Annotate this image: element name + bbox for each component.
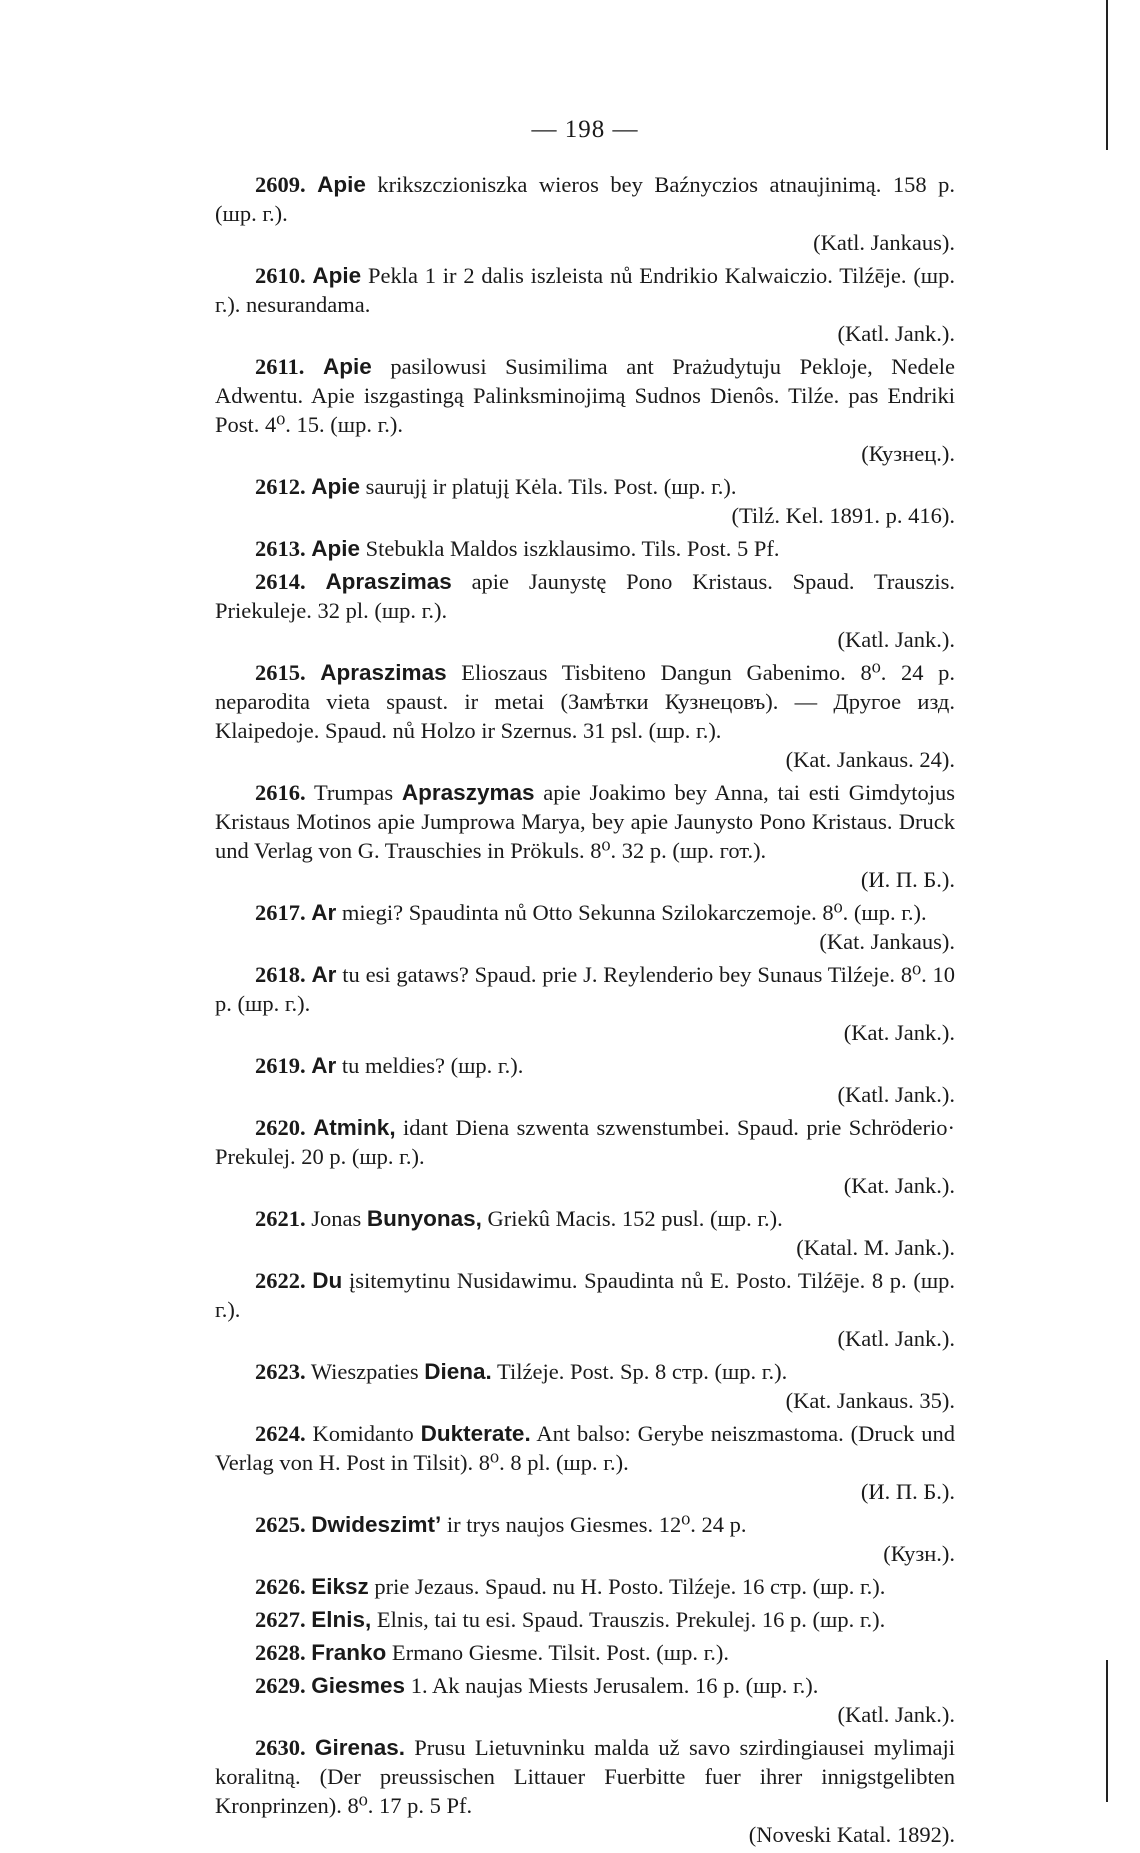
entry-text: saurujį ir platujį Kėla. Tils. Post. (шр. г.). <box>365 474 737 499</box>
bibliography-entry <box>215 1605 955 1634</box>
entry-keyword: Dwideszimt’ <box>311 1512 442 1537</box>
entry-number: 2619. <box>255 1053 306 1078</box>
bibliography-entry <box>215 472 955 530</box>
document-page <box>215 115 955 1853</box>
entry-number: 2612. <box>255 474 306 499</box>
bibliography-entry <box>215 261 955 348</box>
bibliography-entry <box>215 352 955 468</box>
entry-citation: (Katl. Jank.). <box>837 627 955 652</box>
entry-keyword: Apie <box>322 354 372 379</box>
entry-keyword: Du <box>312 1268 343 1293</box>
entry-citation: (Kat. Jankaus. 35). <box>785 1388 955 1413</box>
entry-keyword: Bunyonas, <box>366 1206 482 1231</box>
entry-keyword: Girenas. <box>314 1735 405 1760</box>
bibliography-entry <box>215 1204 955 1262</box>
entry-citation: (Kat. Jankaus). <box>819 929 955 954</box>
bibliography-entry <box>215 170 955 257</box>
entry-number: 2628. <box>255 1640 306 1665</box>
bibliography-entry <box>215 1638 955 1667</box>
entry-citation: (Katl. Jank.). <box>837 1082 955 1107</box>
entry-citation: (Кузнец.). <box>861 441 955 466</box>
entry-number: 2616. <box>255 780 306 805</box>
entry-text: 1. Ak naujas Miests Jerusalem. 16 p. (шр. г.). <box>410 1673 819 1698</box>
entry-citation: (Kat. Jankaus. 24). <box>785 747 955 772</box>
entry-keyword: Ar <box>311 1053 337 1078</box>
entry-text: Elioszaus Tisbiteno Dangun Gabenimo. 8⁰. 24 p. neparodita vieta spaust. ir metai (Замѣтки Кузнецовъ). — Другое изд. Klaipedoje. Spaud. nů Holzo ir Szernus. 31 psl. (шр. г.). <box>215 660 956 743</box>
bibliography-entry <box>215 960 955 1047</box>
bibliography-entry <box>215 1510 955 1568</box>
entry-prefix: Komidanto <box>312 1421 414 1446</box>
entry-citation: (Kat. Jank.). <box>843 1173 955 1198</box>
entry-number: 2621. <box>255 1206 306 1231</box>
entry-citation: (Tilź. Kel. 1891. p. 416). <box>731 503 955 528</box>
entry-keyword: Diena. <box>424 1359 492 1384</box>
entry-prefix: Jonas <box>311 1206 362 1231</box>
entry-keyword: Apie <box>312 263 362 288</box>
entry-keyword: Dukterate. <box>420 1421 531 1446</box>
bibliography-entry <box>215 658 955 774</box>
entry-citation: (Noveski Katal. 1892). <box>748 1822 955 1847</box>
entry-keyword: Elnis, <box>311 1607 372 1632</box>
entry-keyword: Apraszymas <box>401 780 535 805</box>
entry-text: tu meldies? (шр. г.). <box>341 1053 524 1078</box>
entry-text: apie Joakimo bey Anna, tai esti Gimdytojus Kristaus Motinos apie Jumprowa Marya, bey apie Jaunysto Pono Kristaus. Druck und Verlag von G. Trauschies in Prökuls. 8⁰. 32 p. (шр. гот.). <box>215 780 956 863</box>
entry-text: pasilowusi Susimilima ant Prażudytuju Pekloje, Nedele Adwentu. Apie iszgastingą Palinksminojimą Sudnos Dienôs. Tilźe. pas Endriki Post. 4⁰. 15. (шр. г.). <box>215 354 955 437</box>
bibliography-entry <box>215 1733 955 1849</box>
entry-text: Ant balso: Gerybe neiszmastoma. (Druck und Verlag von H. Post in Tilsit). 8⁰. 8 pl. (шр. г.). <box>215 1421 956 1475</box>
entry-text: Ermano Giesme. Tilsit. Post. (шр. г.). <box>391 1640 730 1665</box>
entry-number: 2624. <box>255 1421 306 1446</box>
entry-number: 2625. <box>255 1512 306 1537</box>
entry-citation: (Katl. Jank.). <box>837 1326 955 1351</box>
entry-text: Prusu Lietuvninku malda už savo szirdingiausei mylimaji koralitną. (Der preussischen Littauer Fuerbitte fuer ihrer innigstgelibten Kronprinzen). 8⁰. 17 p. 5 Pf. <box>215 1735 956 1818</box>
entry-keyword: Apie <box>311 474 361 499</box>
entry-keyword: Apie <box>317 172 366 197</box>
entry-number: 2614. <box>255 569 306 594</box>
entry-number: 2617. <box>255 900 306 925</box>
entry-keyword: Eiksz <box>311 1574 369 1599</box>
entry-number: 2627. <box>255 1607 306 1632</box>
entry-citation: (Katal. M. Jank.). <box>796 1235 955 1260</box>
entry-keyword: Ar <box>311 962 337 987</box>
entry-citation: (И. П. Б.). <box>860 867 955 892</box>
entry-number: 2609. <box>255 172 306 197</box>
entry-citation: (Kat. Jank.). <box>843 1020 955 1045</box>
entry-text: ir trys naujos Giesmes. 12⁰. 24 p. <box>446 1512 747 1537</box>
entry-text: krikszczioniszka wieros bey Baźnyczios atnaujinimą. 158 p. (шр. г.). <box>215 172 956 226</box>
entry-number: 2623. <box>255 1359 306 1384</box>
entry-citation: (Katl. Jankaus). <box>813 230 955 255</box>
entry-citation: (Katl. Jank.). <box>837 1702 955 1727</box>
page-number: — 198 — <box>531 116 639 143</box>
entry-text: Pekla 1 ir 2 dalis iszleista nů Endrikio Kalwaiczio. Tilźēje. (шр. г.). nesurandama. <box>215 263 956 317</box>
bibliography-entry <box>215 898 955 956</box>
bibliography-entry <box>215 1671 955 1729</box>
bibliography-entry <box>215 1357 955 1415</box>
bibliography-entry <box>215 1113 955 1200</box>
entry-number: 2610. <box>255 263 306 288</box>
entry-citation: (Katl. Jank.). <box>837 321 955 346</box>
entry-text: apie Jaunystę Pono Kristaus. Spaud. Trauszis. Priekuleje. 32 pl. (шр. г.). <box>215 569 955 623</box>
entry-prefix: Trumpas <box>313 780 394 805</box>
entry-citation: (Кузн.). <box>883 1541 955 1566</box>
entry-keyword: Giesmes <box>311 1673 406 1698</box>
entry-text: miegi? Spaudinta nů Otto Sekunna Szilokarczemoje. 8⁰. (шр. г.). <box>341 900 927 925</box>
entry-text: tu esi gataws? Spaud. prie J. Reylenderio bey Sunaus Tilźeje. 8⁰. 10 p. (шр. г.). <box>215 962 956 1016</box>
entry-keyword: Franko <box>311 1640 387 1665</box>
entry-text: idant Diena szwenta szwenstumbei. Spaud. prie Schröderio· Prekulej. 20 p. (шр. г.). <box>215 1115 955 1169</box>
entry-keyword: Apraszimas <box>325 569 452 594</box>
entry-text: įsitemytinu Nusidawimu. Spaudinta nů E. Posto. Tilźēje. 8 p. (шр. г.). <box>215 1268 956 1322</box>
entry-keyword: Apie <box>311 536 361 561</box>
entry-number: 2622. <box>255 1268 306 1293</box>
entry-number: 2629. <box>255 1673 306 1698</box>
entry-keyword: Apraszimas <box>320 660 447 685</box>
entry-number: 2630. <box>255 1735 306 1760</box>
entry-prefix: Wieszpaties <box>310 1359 419 1384</box>
entry-number: 2626. <box>255 1574 306 1599</box>
scan-edge-line-bottom <box>1106 1660 1108 1802</box>
bibliography-entry <box>215 567 955 654</box>
entry-text: Griekû Macis. 152 pusl. (шр. г.). <box>487 1206 783 1231</box>
entry-keyword: Atmink, <box>313 1115 396 1140</box>
scan-edge-line-top <box>1106 0 1108 150</box>
entry-keyword: Ar <box>311 900 337 925</box>
entry-number: 2615. <box>255 660 306 685</box>
entry-text: prie Jezaus. Spaud. nu H. Posto. Tilźeje. 16 стр. (шр. г.). <box>374 1574 886 1599</box>
bibliography-entry <box>215 1051 955 1109</box>
bibliography-entry <box>215 534 955 563</box>
entry-text: Elnis, tai tu esi. Spaud. Trauszis. Prekulej. 16 p. (шр. г.). <box>376 1607 886 1632</box>
entry-number: 2618. <box>255 962 306 987</box>
bibliography-entry <box>215 1572 955 1601</box>
entry-text: Stebukla Maldos iszklausimo. Tils. Post. 5 Pf. <box>365 536 780 561</box>
bibliography-entry <box>215 1266 955 1353</box>
entry-number: 2611. <box>255 354 305 379</box>
bibliography-entry <box>215 1419 955 1506</box>
entry-text: Tilźeje. Post. Sp. 8 стр. (шр. г.). <box>497 1359 788 1384</box>
entry-number: 2620. <box>255 1115 306 1140</box>
entry-citation: (И. П. Б.). <box>860 1479 955 1504</box>
entry-list <box>215 170 955 1849</box>
bibliography-entry <box>215 778 955 894</box>
entry-number: 2613. <box>255 536 306 561</box>
